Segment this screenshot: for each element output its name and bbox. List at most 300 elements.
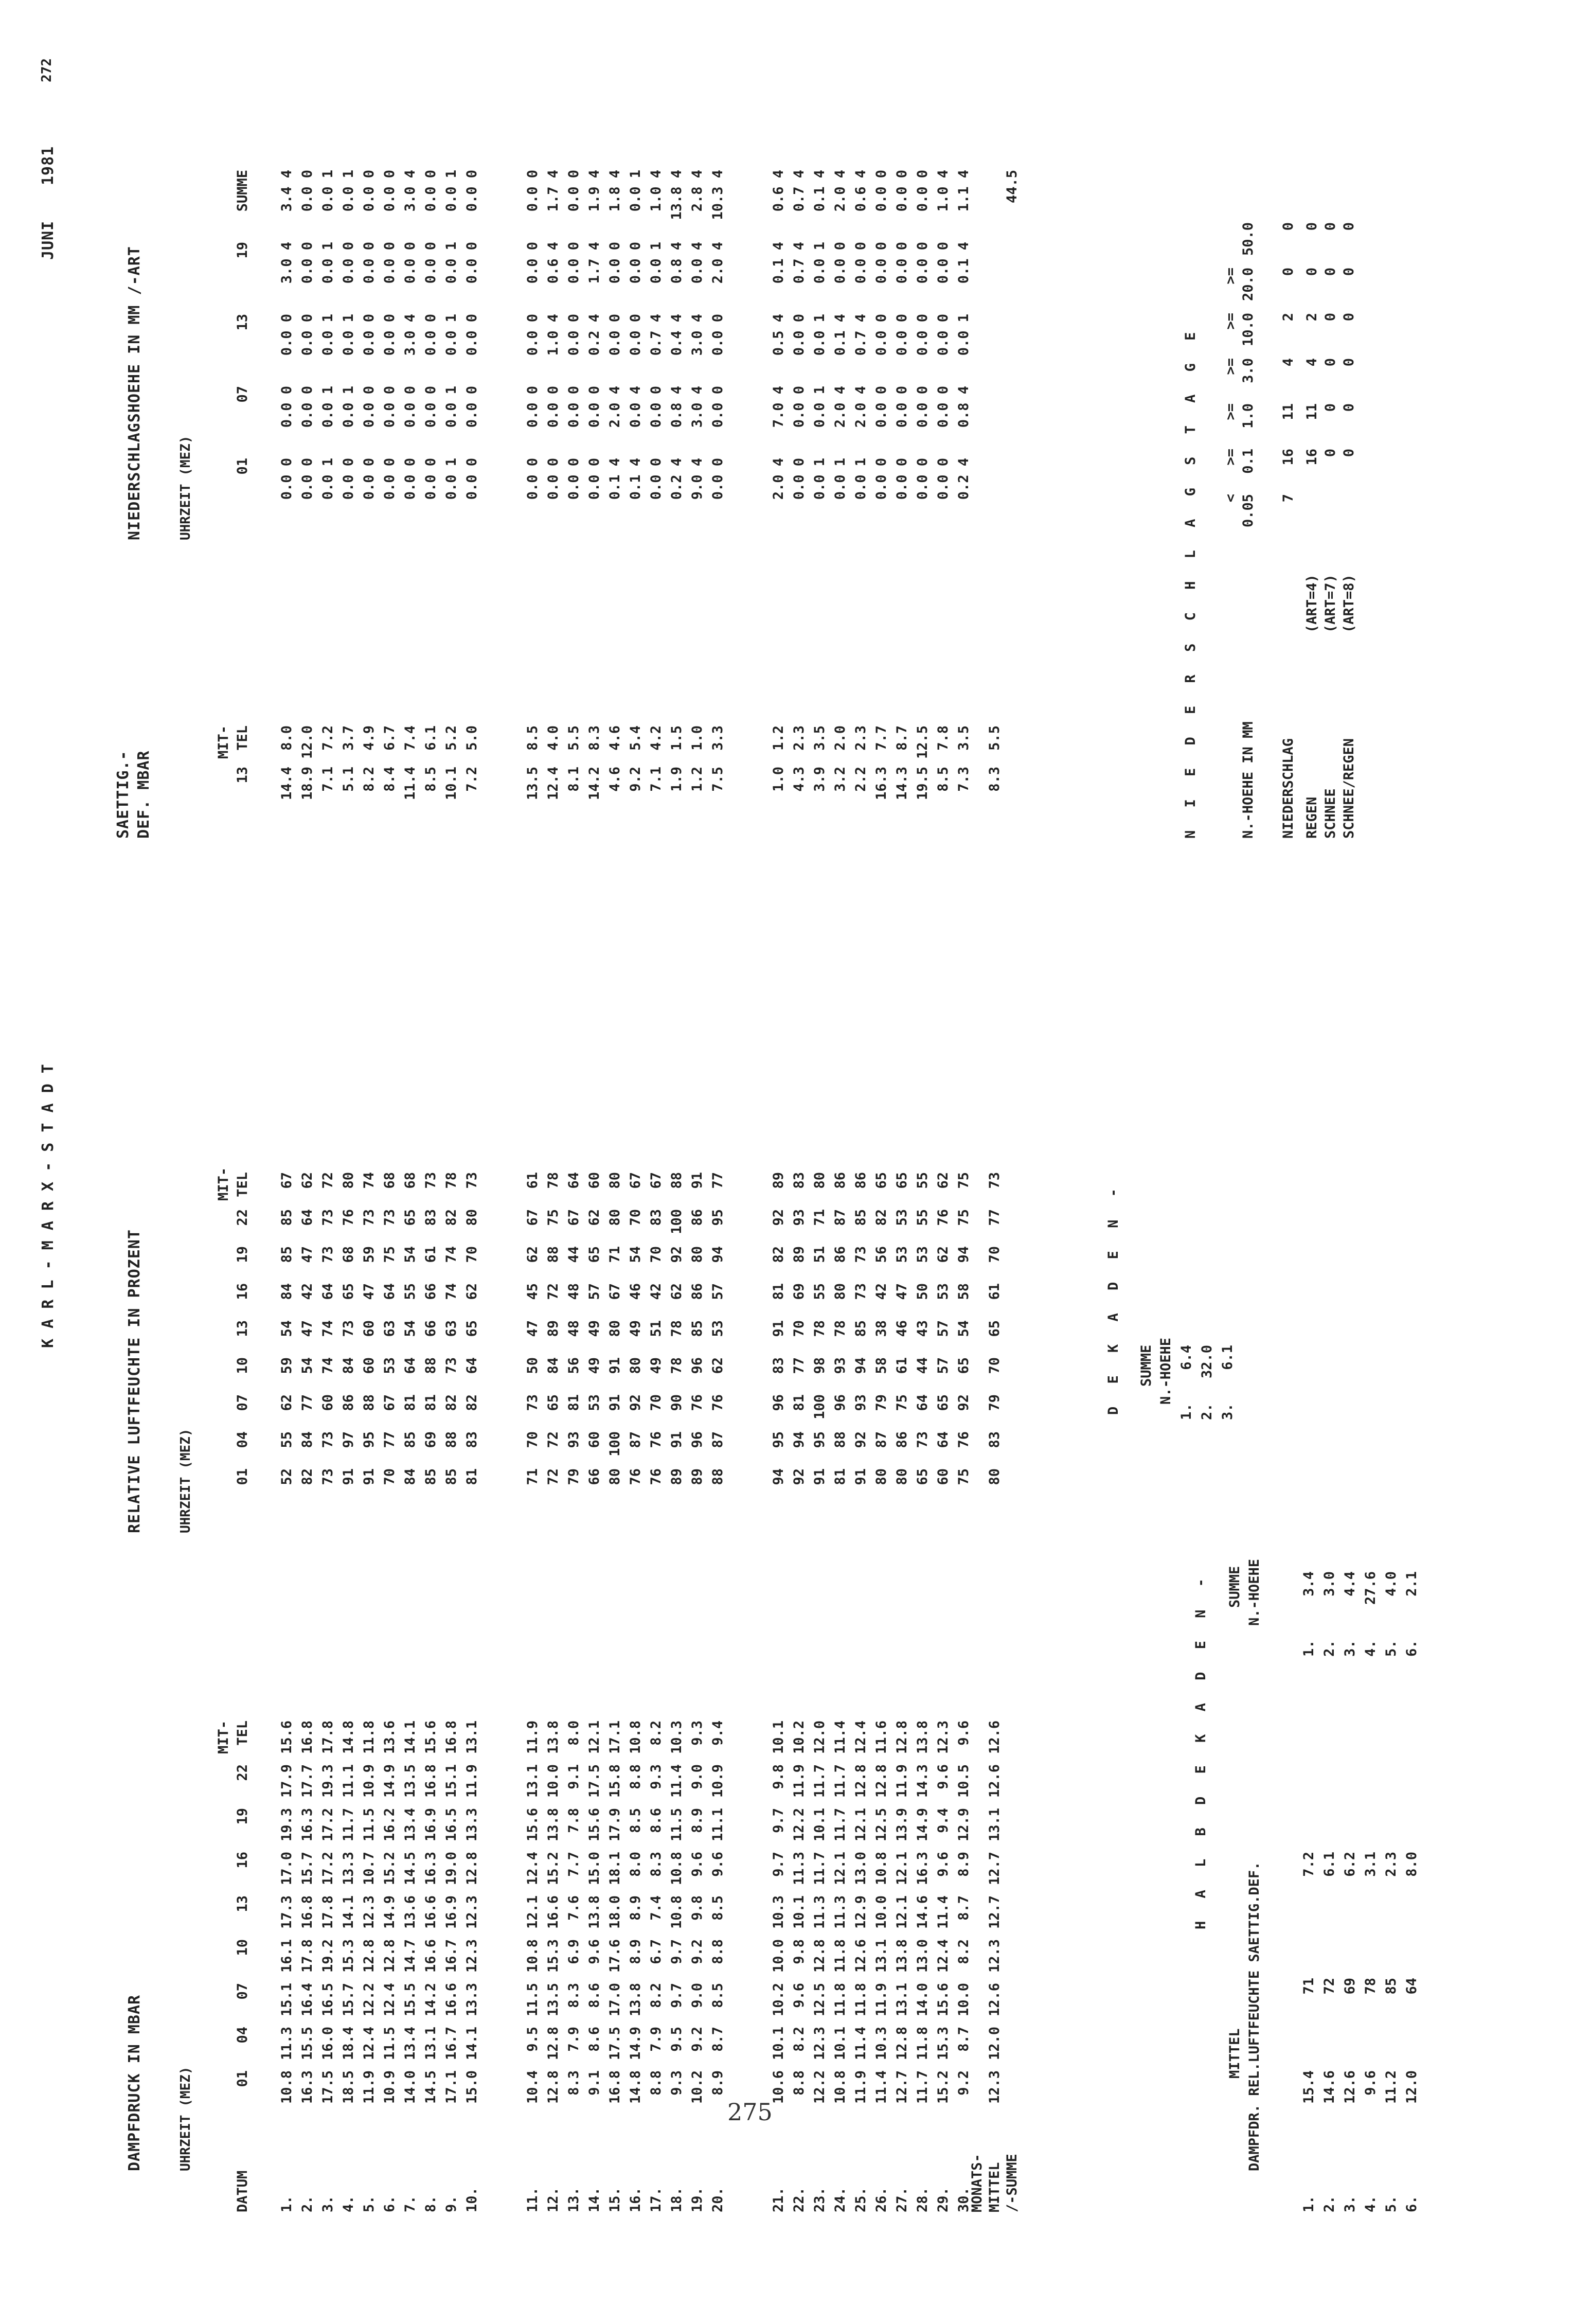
humidity-cell: 44 <box>915 1357 931 1374</box>
niederschlag-row-art: (ART=7) <box>1322 574 1338 633</box>
saturation-cell: 2.3 <box>791 725 807 751</box>
day-label: 7. <box>402 2195 418 2212</box>
monthly-humidity-cell: 83 <box>987 1431 1003 1448</box>
monthly-label-0: MONATS- <box>969 2154 985 2212</box>
humidity-cell: 54 <box>956 1320 972 1337</box>
niederschlag-value: 0 <box>1304 268 1320 276</box>
precip-cell: 0.0 1 <box>443 314 459 356</box>
vapour-cell: 18.1 <box>607 1852 623 1886</box>
humidity-cell: 38 <box>873 1320 889 1337</box>
humidity-cell: 77 <box>710 1172 726 1189</box>
humidity-cell: 77 <box>382 1431 398 1448</box>
precip-cell: 0.0 0 <box>423 170 439 212</box>
humidity-title: RELATIVE LUFTFEUCHTE IN PROZENT <box>126 1229 144 1533</box>
humidity-cell: 75 <box>956 1209 972 1226</box>
humidity-cell: 65 <box>545 1394 561 1411</box>
precip-cell: 0.1 4 <box>812 170 828 212</box>
day-label: 19. <box>689 2187 705 2212</box>
humidity-cell: 60 <box>320 1394 336 1411</box>
precip-cell: 0.0 4 <box>689 242 705 284</box>
halbdekaden-title: H A L B D E K A D E N - <box>1193 1571 1209 1929</box>
vapour-cell: 16.8 <box>443 1720 459 1754</box>
humidity-cell: 85 <box>402 1431 418 1448</box>
humidity-cell: 76 <box>935 1209 951 1226</box>
humidity-cell: 54 <box>402 1246 418 1263</box>
vapour-cell: 11.5 <box>382 2027 398 2061</box>
humidity-cell: 53 <box>894 1209 910 1226</box>
halbdekaden-cols-head: DAMPFDR. REL.LUFTFEUCHTE SAETTIG.DEF. <box>1246 1861 1262 2171</box>
vapour-cell: 11.9 <box>853 2070 869 2104</box>
vapour-cell: 8.8 <box>710 1939 726 1964</box>
precip-cell: 0.0 0 <box>915 386 931 428</box>
precip-cell: 0.0 0 <box>279 314 295 356</box>
humidity-cell: 78 <box>443 1172 459 1189</box>
precip-cell: 0.5 4 <box>771 314 786 356</box>
vapour-cell: 10.1 <box>771 2027 786 2061</box>
saturation-cell: 2.2 <box>853 767 869 792</box>
precip-cell: 0.2 4 <box>956 458 972 500</box>
humidity-cell: 71 <box>525 1468 541 1485</box>
saturation-cell: 5.5 <box>566 725 582 751</box>
humidity-cell: 62 <box>935 1246 951 1263</box>
precip-cell: 3.0 4 <box>689 386 705 428</box>
humidity-cell: 67 <box>382 1394 398 1411</box>
humidity-cell: 76 <box>710 1394 726 1411</box>
humidity-cell: 52 <box>279 1468 295 1485</box>
humidity-cell: 88 <box>710 1468 726 1485</box>
vapour-cell: 11.3 <box>791 1852 807 1886</box>
threshold-op: >= <box>1223 268 1239 285</box>
vapour-cell: 8.9 <box>710 2070 726 2096</box>
precip-cell: 0.0 0 <box>423 386 439 428</box>
day-label: 10. <box>464 2187 480 2212</box>
vapour-hour-07: 07 <box>235 1983 251 2000</box>
saturation-cell: 7.2 <box>320 725 336 751</box>
precip-cell: 7.0 4 <box>771 386 786 428</box>
precip-cell: 0.0 0 <box>873 314 889 356</box>
precip-cell: 0.7 4 <box>791 170 807 212</box>
dekade-num: 2. <box>1199 1403 1215 1420</box>
humidity-cell: 91 <box>669 1431 685 1448</box>
humidity-cell: 83 <box>648 1209 664 1226</box>
vapour-cell: 16.6 <box>423 1895 439 1929</box>
day-label: 9. <box>443 2195 459 2212</box>
humidity-cell: 92 <box>771 1209 786 1226</box>
humidity-cell: 60 <box>586 1172 602 1189</box>
vapour-cell: 10.1 <box>791 1895 807 1929</box>
monthly-humidity-cell: 70 <box>987 1246 1003 1263</box>
niederschlag-value: 11 <box>1280 403 1296 420</box>
precip-cell: 0.0 0 <box>382 242 398 284</box>
humidity-cell: 50 <box>915 1283 931 1300</box>
precip-cell: 0.0 0 <box>566 314 582 356</box>
humidity-cell: 86 <box>689 1209 705 1226</box>
precip-cell: 0.0 0 <box>873 386 889 428</box>
saturation-cell: 7.1 <box>320 767 336 792</box>
humidity-hour-13: 13 <box>235 1320 251 1337</box>
humidity-cell: 81 <box>464 1468 480 1485</box>
vapour-cell: 12.4 <box>382 1983 398 2017</box>
day-label: 23. <box>812 2187 828 2212</box>
dekaden-title: D E K A D E N - <box>1105 1181 1121 1415</box>
humidity-cell: 55 <box>915 1209 931 1226</box>
humidity-mittel-head-2: TEL <box>235 1172 251 1197</box>
humidity-cell: 73 <box>382 1209 398 1226</box>
vapour-cell: 11.4 <box>935 1895 951 1929</box>
humidity-cell: 65 <box>464 1320 480 1337</box>
vapour-cell: 13.4 <box>402 2027 418 2061</box>
vapour-cell: 11.8 <box>853 1983 869 2017</box>
humidity-cell: 57 <box>710 1283 726 1300</box>
vapour-cell: 9.0 <box>689 1764 705 1789</box>
humidity-cell: 95 <box>812 1431 828 1448</box>
humidity-cell: 86 <box>689 1283 705 1300</box>
humidity-cell: 68 <box>402 1172 418 1189</box>
humidity-cell: 85 <box>423 1468 439 1485</box>
humidity-cell: 62 <box>525 1246 541 1263</box>
humidity-cell: 62 <box>586 1209 602 1226</box>
humidity-cell: 63 <box>443 1320 459 1337</box>
saturation-cell: 8.0 <box>279 725 295 751</box>
vapour-cell: 16.3 <box>423 1852 439 1886</box>
humidity-cell: 80 <box>689 1246 705 1263</box>
humidity-cell: 97 <box>341 1431 356 1448</box>
vapour-cell: 17.0 <box>607 1983 623 2017</box>
day-label: 22. <box>791 2187 807 2212</box>
vapour-cell: 14.9 <box>382 1895 398 1929</box>
precip-cell: 0.8 4 <box>669 242 685 284</box>
humidity-cell: 86 <box>832 1172 848 1189</box>
niederschlag-value: 0 <box>1341 358 1357 367</box>
humidity-cell: 70 <box>648 1394 664 1411</box>
humidity-cell: 62 <box>464 1283 480 1300</box>
humidity-cell: 83 <box>423 1209 439 1226</box>
precip-cell: 1.0 4 <box>648 170 664 212</box>
precip-cell: 0.0 1 <box>320 386 336 428</box>
humidity-cell: 60 <box>935 1468 951 1485</box>
humidity-cell: 67 <box>525 1209 541 1226</box>
day-label: 3. <box>320 2195 336 2212</box>
precip-cell: 0.0 0 <box>525 242 541 284</box>
threshold-op: < <box>1223 494 1239 503</box>
precip-cell: 0.0 0 <box>279 386 295 428</box>
precip-cell: 0.0 0 <box>341 458 356 500</box>
humidity-cell: 82 <box>299 1468 315 1485</box>
vapour-mittel-head-2: TEL <box>235 1720 251 1746</box>
precip-cell: 0.0 0 <box>586 386 602 428</box>
vapour-cell: 12.1 <box>894 1852 910 1886</box>
humidity-cell: 70 <box>791 1320 807 1337</box>
vapour-cell: 11.9 <box>525 1720 541 1754</box>
humidity-cell: 54 <box>299 1357 315 1374</box>
day-label: 13. <box>566 2187 582 2212</box>
vapour-cell: 13.9 <box>894 1808 910 1842</box>
precip-cell: 0.0 0 <box>894 386 910 428</box>
vapour-cell: 12.3 <box>812 2027 828 2061</box>
niederschlag-value: 4 <box>1304 358 1320 367</box>
vapour-cell: 13.5 <box>545 1983 561 2017</box>
precip-cell: 0.0 0 <box>402 242 418 284</box>
precip-cell: 0.0 1 <box>628 170 644 212</box>
humidity-cell: 84 <box>279 1283 295 1300</box>
halbdekade-num: 5. <box>1383 2195 1399 2212</box>
vapour-cell: 11.3 <box>279 2027 295 2061</box>
vapour-cell: 9.7 <box>669 1939 685 1964</box>
monthly-label-2: /-SUMME <box>1004 2154 1020 2212</box>
vapour-cell: 10.7 <box>361 1852 377 1886</box>
saturation-cell: 2.0 <box>832 725 848 751</box>
vapour-cell: 17.8 <box>320 1720 336 1754</box>
humidity-cell: 91 <box>607 1357 623 1374</box>
vapour-cell: 11.5 <box>669 1808 685 1842</box>
halbdekaden-summe-head: SUMME <box>1227 1566 1243 1608</box>
humidity-cell: 75 <box>382 1246 398 1263</box>
humidity-cell: 75 <box>956 1468 972 1485</box>
humidity-cell: 96 <box>832 1394 848 1411</box>
halbdekade-summe: 4.0 <box>1383 1571 1399 1596</box>
saturation-title-1: SAETTIG.- <box>114 750 132 839</box>
precip-cell: 1.1 4 <box>956 170 972 212</box>
saturation-cell: 8.1 <box>566 767 582 792</box>
saturation-cell: 7.7 <box>873 725 889 751</box>
precip-cell: 0.0 0 <box>402 458 418 500</box>
humidity-cell: 66 <box>423 1320 439 1337</box>
vapour-cell: 9.7 <box>669 1983 685 2008</box>
vapour-cell: 8.8 <box>628 1764 644 1789</box>
halbdekade-num: 3. <box>1342 2195 1358 2212</box>
precip-cell: 0.0 0 <box>361 386 377 428</box>
humidity-cell: 61 <box>423 1246 439 1263</box>
precip-cell: 0.0 0 <box>525 314 541 356</box>
monthly-vapour-cell: 12.6 <box>987 1720 1003 1754</box>
humidity-cell: 64 <box>299 1209 315 1226</box>
vapour-cell: 16.6 <box>423 1939 439 1973</box>
humidity-cell: 53 <box>935 1283 951 1300</box>
vapour-cell: 9.3 <box>689 1720 705 1746</box>
humidity-cell: 44 <box>566 1246 582 1263</box>
vapour-cell: 13.4 <box>402 1808 418 1842</box>
vapour-cell: 16.8 <box>299 1895 315 1929</box>
humidity-cell: 65 <box>935 1394 951 1411</box>
vapour-cell: 12.8 <box>545 2070 561 2104</box>
humidity-cell: 75 <box>894 1394 910 1411</box>
halbdekade-dampf: 14.6 <box>1321 2070 1337 2104</box>
humidity-cell: 60 <box>361 1357 377 1374</box>
saturation-cell: 8.2 <box>361 767 377 792</box>
vapour-cell: 13.1 <box>525 1764 541 1798</box>
niederschlag-value: 16 <box>1280 449 1296 466</box>
vapour-cell: 13.3 <box>341 1852 356 1886</box>
vapour-cell: 16.5 <box>443 1808 459 1842</box>
precip-cell: 0.0 0 <box>791 386 807 428</box>
saturation-cell: 6.1 <box>423 725 439 751</box>
humidity-cell: 80 <box>873 1468 889 1485</box>
saturation-cell: 11.4 <box>402 767 418 801</box>
precip-cell: 2.0 4 <box>607 386 623 428</box>
vapour-cell: 10.8 <box>669 1852 685 1886</box>
precip-cell: 2.0 4 <box>710 242 726 284</box>
vapour-cell: 9.4 <box>710 1720 726 1746</box>
day-label: 21. <box>771 2187 786 2212</box>
precip-cell: 0.0 1 <box>320 458 336 500</box>
dekaden-summe-head: SUMME <box>1138 1344 1154 1387</box>
vapour-cell: 14.5 <box>423 2070 439 2104</box>
monthly-saturation-cell: 8.3 <box>987 767 1003 792</box>
vapour-cell: 17.2 <box>320 1852 336 1886</box>
precip-cell: 0.0 1 <box>832 458 848 500</box>
humidity-cell: 70 <box>648 1246 664 1263</box>
humidity-cell: 65 <box>341 1283 356 1300</box>
saturation-mittel-head-2: TEL <box>235 725 251 751</box>
saturation-cell: 1.9 <box>669 767 685 792</box>
vapour-cell: 12.9 <box>956 1808 972 1842</box>
vapour-cell: 12.8 <box>464 1852 480 1886</box>
humidity-cell: 66 <box>423 1283 439 1300</box>
precip-cell: 0.0 0 <box>464 242 480 284</box>
saturation-title-2: DEF. MBAR <box>135 750 153 839</box>
vapour-cell: 8.9 <box>956 1852 972 1877</box>
halbdekade-dampf: 15.4 <box>1301 2070 1317 2104</box>
humidity-cell: 64 <box>566 1172 582 1189</box>
niederschlag-value: 4 <box>1280 358 1296 367</box>
halbdekade-dampf: 12.6 <box>1342 2070 1358 2104</box>
vapour-cell: 7.6 <box>566 1895 582 1921</box>
humidity-cell: 89 <box>791 1246 807 1263</box>
vapour-cell: 10.0 <box>545 1764 561 1798</box>
humidity-cell: 87 <box>832 1209 848 1226</box>
saturation-cell: 8.3 <box>586 725 602 751</box>
niederschlag-value: 0 <box>1322 358 1338 367</box>
vapour-cell: 18.5 <box>341 2070 356 2104</box>
vapour-cell: 13.3 <box>464 1808 480 1842</box>
humidity-cell: 88 <box>443 1431 459 1448</box>
humidity-hour-07: 07 <box>235 1394 251 1411</box>
halbdekade-summe: 2.1 <box>1404 1571 1420 1596</box>
threshold-op: >= <box>1223 358 1239 375</box>
humidity-cell: 82 <box>443 1394 459 1411</box>
vapour-cell: 12.8 <box>382 1939 398 1973</box>
humidity-cell: 73 <box>525 1394 541 1411</box>
humidity-cell: 85 <box>279 1246 295 1263</box>
precip-cell: 0.0 0 <box>566 458 582 500</box>
vapour-cell: 8.6 <box>586 2027 602 2052</box>
humidity-cell: 55 <box>402 1283 418 1300</box>
monthly-humidity-cell: 61 <box>987 1283 1003 1300</box>
precip-cell: 3.0 4 <box>402 170 418 212</box>
saturation-cell: 7.5 <box>710 767 726 792</box>
precip-cell: 0.0 0 <box>525 458 541 500</box>
precip-cell: 0.0 1 <box>443 242 459 284</box>
precip-cell: 0.0 0 <box>894 170 910 212</box>
datum-header: DATUM <box>235 2170 251 2212</box>
vapour-cell: 9.0 <box>689 1983 705 2008</box>
humidity-cell: 96 <box>771 1394 786 1411</box>
precip-cell: 0.0 0 <box>299 386 315 428</box>
vapour-cell: 9.7 <box>771 1852 786 1877</box>
day-label: 30. <box>956 2187 972 2212</box>
vapour-cell: 13.6 <box>382 1720 398 1754</box>
vapour-cell: 16.4 <box>299 1983 315 2017</box>
vapour-cell: 14.9 <box>915 1808 931 1842</box>
vapour-cell: 15.2 <box>382 1852 398 1886</box>
vapour-cell: 15.8 <box>607 1764 623 1798</box>
vapour-cell: 12.5 <box>873 1808 889 1842</box>
humidity-cell: 74 <box>443 1246 459 1263</box>
vapour-cell: 10.5 <box>956 1764 972 1798</box>
threshold-value: 0.05 <box>1240 494 1256 528</box>
halbdekade-feuchte: 72 <box>1321 1978 1337 1995</box>
humidity-cell: 82 <box>771 1246 786 1263</box>
vapour-cell: 13.6 <box>402 1895 418 1929</box>
vapour-cell: 11.4 <box>832 1720 848 1754</box>
day-label: 25. <box>853 2187 869 2212</box>
vapour-cell: 9.6 <box>791 1983 807 2008</box>
precip-cell: 0.0 0 <box>853 242 869 284</box>
halbdekade-dampf: 11.2 <box>1383 2070 1399 2104</box>
humidity-cell: 62 <box>935 1172 951 1189</box>
vapour-cell: 10.8 <box>279 2070 295 2104</box>
humidity-cell: 61 <box>894 1357 910 1374</box>
vapour-cell: 15.1 <box>443 1764 459 1798</box>
humidity-cell: 58 <box>873 1357 889 1374</box>
precip-cell: 0.0 0 <box>299 314 315 356</box>
saturation-cell: 5.0 <box>464 725 480 751</box>
humidity-cell: 72 <box>545 1283 561 1300</box>
threshold-value: 1.0 <box>1240 403 1256 429</box>
niederschlag-row-label: REGEN <box>1304 796 1320 839</box>
humidity-cell: 62 <box>669 1283 685 1300</box>
saturation-cell: 7.4 <box>402 725 418 751</box>
vapour-cell: 11.9 <box>894 1764 910 1798</box>
humidity-cell: 56 <box>873 1246 889 1263</box>
humidity-cell: 65 <box>956 1357 972 1374</box>
precip-cell: 0.0 1 <box>443 386 459 428</box>
saturation-cell: 4.6 <box>607 767 623 792</box>
vapour-cell: 10.9 <box>361 1764 377 1798</box>
saturation-cell: 8.4 <box>382 767 398 792</box>
vapour-cell: 11.3 <box>812 1895 828 1929</box>
vapour-cell: 8.0 <box>628 1852 644 1877</box>
precip-cell: 3.4 4 <box>279 170 295 212</box>
monthly-vapour-cell: 12.6 <box>987 1983 1003 2017</box>
vapour-cell: 8.5 <box>710 1983 726 2008</box>
precip-cell: 0.0 0 <box>607 242 623 284</box>
day-label: 14. <box>586 2187 602 2212</box>
vapour-cell: 16.3 <box>915 1852 931 1886</box>
niederschlag-value: 0 <box>1280 268 1296 276</box>
humidity-cell: 64 <box>935 1431 951 1448</box>
precip-cell: 0.0 1 <box>812 386 828 428</box>
humidity-cell: 80 <box>832 1283 848 1300</box>
vapour-cell: 15.6 <box>279 1720 295 1754</box>
vapour-cell: 11.7 <box>832 1764 848 1798</box>
vapour-cell: 9.8 <box>771 1764 786 1789</box>
humidity-cell: 73 <box>853 1283 869 1300</box>
humidity-cell: 84 <box>341 1357 356 1374</box>
precip-cell: 0.4 4 <box>669 314 685 356</box>
vapour-cell: 17.8 <box>299 1939 315 1973</box>
dekade-num: 1. <box>1178 1403 1194 1420</box>
humidity-cell: 96 <box>689 1357 705 1374</box>
threshold-value: 10.0 <box>1240 313 1256 347</box>
halbdekade-saett: 6.2 <box>1342 1852 1358 1877</box>
halbdekade-feuchte: 85 <box>1383 1978 1399 1995</box>
humidity-cell: 88 <box>545 1246 561 1263</box>
precip-cell: 0.1 4 <box>771 242 786 284</box>
humidity-cell: 86 <box>341 1394 356 1411</box>
humidity-cell: 70 <box>464 1246 480 1263</box>
vapour-cell: 12.3 <box>935 1720 951 1754</box>
